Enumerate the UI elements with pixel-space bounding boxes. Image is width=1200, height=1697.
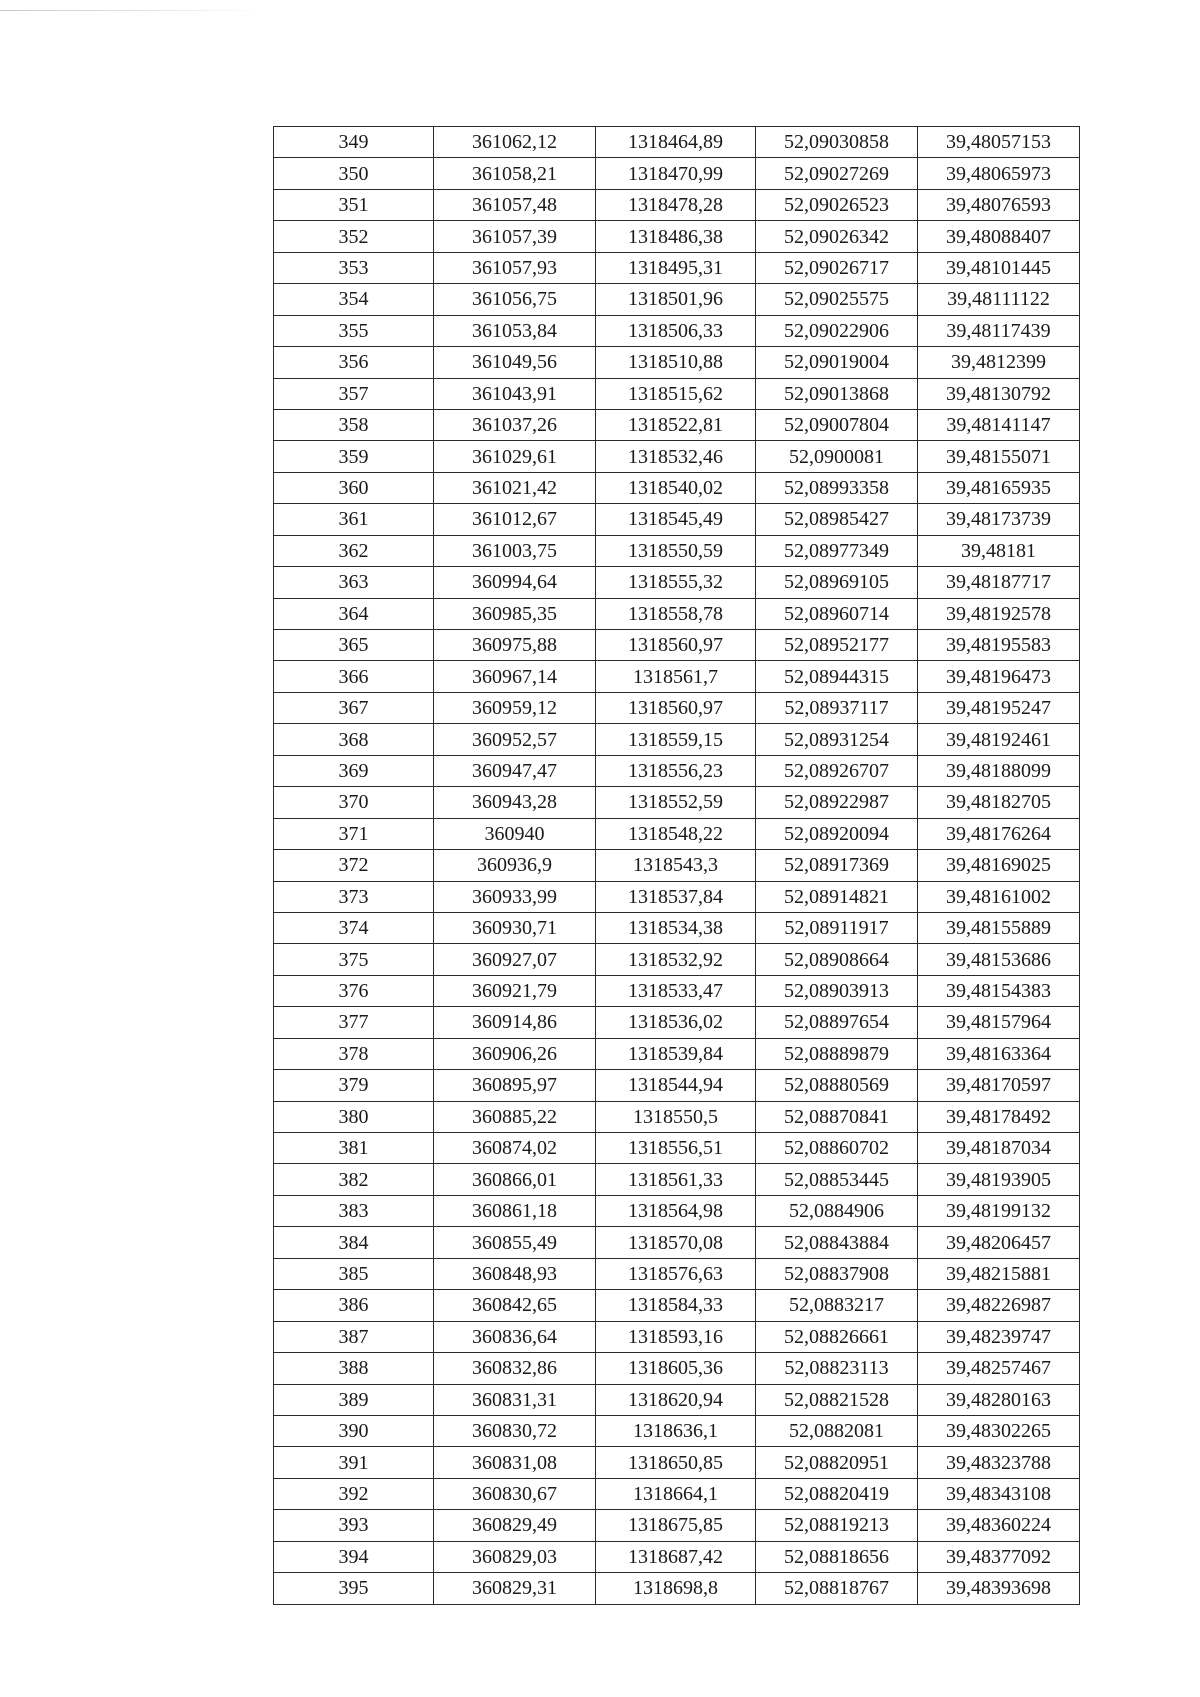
y-coordinate-cell: 1318584,33 (596, 1290, 756, 1321)
latitude-cell: 52,08993358 (756, 472, 918, 503)
table-row (274, 378, 1080, 409)
x-coordinate-cell: 360975,88 (434, 630, 596, 661)
latitude-cell: 52,08920094 (756, 818, 918, 849)
point-number-cell: 382 (274, 1164, 434, 1195)
point-number-cell: 385 (274, 1258, 434, 1289)
y-coordinate-cell: 1318486,38 (596, 221, 756, 252)
latitude-cell: 52,08818767 (756, 1573, 918, 1604)
latitude-cell: 52,09027269 (756, 158, 918, 189)
longitude-cell: 39,48187717 (918, 567, 1080, 598)
point-number-cell: 354 (274, 284, 434, 315)
x-coordinate-cell: 361057,39 (434, 221, 596, 252)
table-row (274, 1290, 1080, 1321)
x-coordinate-cell: 360874,02 (434, 1133, 596, 1164)
table-row (274, 158, 1080, 189)
latitude-cell: 52,08826661 (756, 1321, 918, 1352)
y-coordinate-cell: 1318664,1 (596, 1478, 756, 1509)
longitude-cell: 39,48154383 (918, 975, 1080, 1006)
latitude-cell: 52,08937117 (756, 692, 918, 723)
longitude-cell: 39,48153686 (918, 944, 1080, 975)
x-coordinate-cell: 361012,67 (434, 504, 596, 535)
y-coordinate-cell: 1318536,02 (596, 1007, 756, 1038)
y-coordinate-cell: 1318545,49 (596, 504, 756, 535)
point-number-cell: 378 (274, 1038, 434, 1069)
y-coordinate-cell: 1318550,59 (596, 535, 756, 566)
x-coordinate-cell: 361003,75 (434, 535, 596, 566)
table-row (274, 127, 1080, 158)
point-number-cell: 375 (274, 944, 434, 975)
x-coordinate-cell: 360921,79 (434, 975, 596, 1006)
latitude-cell: 52,08914821 (756, 881, 918, 912)
table-row (274, 221, 1080, 252)
latitude-cell: 52,09025575 (756, 284, 918, 315)
y-coordinate-cell: 1318576,63 (596, 1258, 756, 1289)
longitude-cell: 39,48196473 (918, 661, 1080, 692)
latitude-cell: 52,09026342 (756, 221, 918, 252)
x-coordinate-cell: 361021,42 (434, 472, 596, 503)
longitude-cell: 39,48323788 (918, 1447, 1080, 1478)
table-row (274, 1353, 1080, 1384)
x-coordinate-cell: 360906,26 (434, 1038, 596, 1069)
x-coordinate-cell: 360930,71 (434, 912, 596, 943)
latitude-cell: 52,09019004 (756, 347, 918, 378)
y-coordinate-cell: 1318534,38 (596, 912, 756, 943)
latitude-cell: 52,08819213 (756, 1510, 918, 1541)
y-coordinate-cell: 1318556,51 (596, 1133, 756, 1164)
y-coordinate-cell: 1318506,33 (596, 315, 756, 346)
x-coordinate-cell: 360952,57 (434, 724, 596, 755)
point-number-cell: 372 (274, 850, 434, 881)
latitude-cell: 52,09007804 (756, 409, 918, 440)
longitude-cell: 39,48130792 (918, 378, 1080, 409)
longitude-cell: 39,48101445 (918, 252, 1080, 283)
latitude-cell: 52,08870841 (756, 1101, 918, 1132)
table-row (274, 692, 1080, 723)
longitude-cell: 39,48157964 (918, 1007, 1080, 1038)
longitude-cell: 39,48165935 (918, 472, 1080, 503)
point-number-cell: 377 (274, 1007, 434, 1038)
y-coordinate-cell: 1318515,62 (596, 378, 756, 409)
point-number-cell: 395 (274, 1573, 434, 1604)
table-row (274, 944, 1080, 975)
latitude-cell: 52,08985427 (756, 504, 918, 535)
x-coordinate-cell: 360829,49 (434, 1510, 596, 1541)
point-number-cell: 360 (274, 472, 434, 503)
x-coordinate-cell: 360831,08 (434, 1447, 596, 1478)
x-coordinate-cell: 360914,86 (434, 1007, 596, 1038)
x-coordinate-cell: 361043,91 (434, 378, 596, 409)
latitude-cell: 52,0884906 (756, 1195, 918, 1226)
x-coordinate-cell: 361058,21 (434, 158, 596, 189)
table-row (274, 472, 1080, 503)
y-coordinate-cell: 1318636,1 (596, 1415, 756, 1446)
y-coordinate-cell: 1318540,02 (596, 472, 756, 503)
table-row (274, 567, 1080, 598)
x-coordinate-cell: 360830,67 (434, 1478, 596, 1509)
longitude-cell: 39,48393698 (918, 1573, 1080, 1604)
point-number-cell: 365 (274, 630, 434, 661)
longitude-cell: 39,48195583 (918, 630, 1080, 661)
y-coordinate-cell: 1318558,78 (596, 598, 756, 629)
longitude-cell: 39,48088407 (918, 221, 1080, 252)
table-row (274, 1195, 1080, 1226)
y-coordinate-cell: 1318501,96 (596, 284, 756, 315)
table-row (274, 1164, 1080, 1195)
latitude-cell: 52,08821528 (756, 1384, 918, 1415)
latitude-cell: 52,09030858 (756, 127, 918, 158)
longitude-cell: 39,48117439 (918, 315, 1080, 346)
longitude-cell: 39,48280163 (918, 1384, 1080, 1415)
point-number-cell: 388 (274, 1353, 434, 1384)
latitude-cell: 52,09022906 (756, 315, 918, 346)
y-coordinate-cell: 1318532,46 (596, 441, 756, 472)
y-coordinate-cell: 1318561,33 (596, 1164, 756, 1195)
point-number-cell: 373 (274, 881, 434, 912)
longitude-cell: 39,48257467 (918, 1353, 1080, 1384)
latitude-cell: 52,09026523 (756, 189, 918, 220)
x-coordinate-cell: 360836,64 (434, 1321, 596, 1352)
coordinates-table (273, 126, 1080, 1605)
longitude-cell: 39,48155889 (918, 912, 1080, 943)
point-number-cell: 351 (274, 189, 434, 220)
latitude-cell: 52,08823113 (756, 1353, 918, 1384)
table-row (274, 661, 1080, 692)
y-coordinate-cell: 1318570,08 (596, 1227, 756, 1258)
y-coordinate-cell: 1318555,32 (596, 567, 756, 598)
point-number-cell: 387 (274, 1321, 434, 1352)
point-number-cell: 376 (274, 975, 434, 1006)
longitude-cell: 39,48226987 (918, 1290, 1080, 1321)
y-coordinate-cell: 1318560,97 (596, 630, 756, 661)
latitude-cell: 52,09013868 (756, 378, 918, 409)
latitude-cell: 52,08903913 (756, 975, 918, 1006)
x-coordinate-cell: 360885,22 (434, 1101, 596, 1132)
table-row (274, 1384, 1080, 1415)
longitude-cell: 39,48215881 (918, 1258, 1080, 1289)
x-coordinate-cell: 360848,93 (434, 1258, 596, 1289)
y-coordinate-cell: 1318543,3 (596, 850, 756, 881)
point-number-cell: 369 (274, 755, 434, 786)
table-row (274, 912, 1080, 943)
point-number-cell: 383 (274, 1195, 434, 1226)
x-coordinate-cell: 360866,01 (434, 1164, 596, 1195)
scan-artifact (0, 10, 260, 11)
x-coordinate-cell: 361029,61 (434, 441, 596, 472)
x-coordinate-cell: 360830,72 (434, 1415, 596, 1446)
x-coordinate-cell: 360842,65 (434, 1290, 596, 1321)
point-number-cell: 394 (274, 1541, 434, 1572)
point-number-cell: 362 (274, 535, 434, 566)
y-coordinate-cell: 1318464,89 (596, 127, 756, 158)
longitude-cell: 39,48377092 (918, 1541, 1080, 1572)
latitude-cell: 52,08917369 (756, 850, 918, 881)
x-coordinate-cell: 360832,86 (434, 1353, 596, 1384)
latitude-cell: 52,08952177 (756, 630, 918, 661)
table-row (274, 189, 1080, 220)
point-number-cell: 371 (274, 818, 434, 849)
longitude-cell: 39,48057153 (918, 127, 1080, 158)
y-coordinate-cell: 1318548,22 (596, 818, 756, 849)
table-row (274, 1133, 1080, 1164)
y-coordinate-cell: 1318544,94 (596, 1070, 756, 1101)
x-coordinate-cell: 360927,07 (434, 944, 596, 975)
point-number-cell: 389 (274, 1384, 434, 1415)
longitude-cell: 39,4812399 (918, 347, 1080, 378)
y-coordinate-cell: 1318561,7 (596, 661, 756, 692)
point-number-cell: 357 (274, 378, 434, 409)
latitude-cell: 52,08926707 (756, 755, 918, 786)
table-row (274, 881, 1080, 912)
latitude-cell: 52,0883217 (756, 1290, 918, 1321)
x-coordinate-cell: 360959,12 (434, 692, 596, 723)
longitude-cell: 39,48239747 (918, 1321, 1080, 1352)
longitude-cell: 39,48195247 (918, 692, 1080, 723)
longitude-cell: 39,48206457 (918, 1227, 1080, 1258)
table-row (274, 441, 1080, 472)
longitude-cell: 39,48182705 (918, 787, 1080, 818)
table-row (274, 787, 1080, 818)
latitude-cell: 52,08908664 (756, 944, 918, 975)
y-coordinate-cell: 1318675,85 (596, 1510, 756, 1541)
y-coordinate-cell: 1318470,99 (596, 158, 756, 189)
longitude-cell: 39,48155071 (918, 441, 1080, 472)
latitude-cell: 52,08853445 (756, 1164, 918, 1195)
longitude-cell: 39,48161002 (918, 881, 1080, 912)
y-coordinate-cell: 1318550,5 (596, 1101, 756, 1132)
point-number-cell: 361 (274, 504, 434, 535)
point-number-cell: 374 (274, 912, 434, 943)
table-row (274, 818, 1080, 849)
point-number-cell: 379 (274, 1070, 434, 1101)
point-number-cell: 350 (274, 158, 434, 189)
point-number-cell: 358 (274, 409, 434, 440)
point-number-cell: 367 (274, 692, 434, 723)
longitude-cell: 39,48181 (918, 535, 1080, 566)
y-coordinate-cell: 1318552,59 (596, 787, 756, 818)
x-coordinate-cell: 360967,14 (434, 661, 596, 692)
x-coordinate-cell: 360994,64 (434, 567, 596, 598)
latitude-cell: 52,08880569 (756, 1070, 918, 1101)
table-row (274, 252, 1080, 283)
longitude-cell: 39,48188099 (918, 755, 1080, 786)
y-coordinate-cell: 1318620,94 (596, 1384, 756, 1415)
table-row (274, 630, 1080, 661)
point-number-cell: 355 (274, 315, 434, 346)
x-coordinate-cell: 361053,84 (434, 315, 596, 346)
x-coordinate-cell: 360829,31 (434, 1573, 596, 1604)
y-coordinate-cell: 1318593,16 (596, 1321, 756, 1352)
longitude-cell: 39,48192578 (918, 598, 1080, 629)
y-coordinate-cell: 1318533,47 (596, 975, 756, 1006)
x-coordinate-cell: 360947,47 (434, 755, 596, 786)
x-coordinate-cell: 360855,49 (434, 1227, 596, 1258)
y-coordinate-cell: 1318650,85 (596, 1447, 756, 1478)
table-row (274, 1101, 1080, 1132)
point-number-cell: 390 (274, 1415, 434, 1446)
table-row (274, 850, 1080, 881)
point-number-cell: 363 (274, 567, 434, 598)
latitude-cell: 52,08837908 (756, 1258, 918, 1289)
longitude-cell: 39,48187034 (918, 1133, 1080, 1164)
x-coordinate-cell: 360940 (434, 818, 596, 849)
x-coordinate-cell: 361062,12 (434, 127, 596, 158)
latitude-cell: 52,08843884 (756, 1227, 918, 1258)
latitude-cell: 52,0900081 (756, 441, 918, 472)
longitude-cell: 39,48343108 (918, 1478, 1080, 1509)
x-coordinate-cell: 360831,31 (434, 1384, 596, 1415)
table-row (274, 1007, 1080, 1038)
y-coordinate-cell: 1318564,98 (596, 1195, 756, 1226)
point-number-cell: 391 (274, 1447, 434, 1478)
latitude-cell: 52,08818656 (756, 1541, 918, 1572)
longitude-cell: 39,48141147 (918, 409, 1080, 440)
x-coordinate-cell: 360895,97 (434, 1070, 596, 1101)
table-row (274, 1227, 1080, 1258)
table-row (274, 1478, 1080, 1509)
longitude-cell: 39,48111122 (918, 284, 1080, 315)
table-row (274, 755, 1080, 786)
table-row (274, 975, 1080, 1006)
latitude-cell: 52,0882081 (756, 1415, 918, 1446)
x-coordinate-cell: 360861,18 (434, 1195, 596, 1226)
x-coordinate-cell: 361049,56 (434, 347, 596, 378)
longitude-cell: 39,48199132 (918, 1195, 1080, 1226)
latitude-cell: 52,08931254 (756, 724, 918, 755)
point-number-cell: 381 (274, 1133, 434, 1164)
table-row (274, 1510, 1080, 1541)
latitude-cell: 52,08889879 (756, 1038, 918, 1069)
table-row (274, 1038, 1080, 1069)
y-coordinate-cell: 1318605,36 (596, 1353, 756, 1384)
table-row (274, 347, 1080, 378)
point-number-cell: 393 (274, 1510, 434, 1541)
longitude-cell: 39,48178492 (918, 1101, 1080, 1132)
latitude-cell: 52,08944315 (756, 661, 918, 692)
x-coordinate-cell: 361057,93 (434, 252, 596, 283)
x-coordinate-cell: 361056,75 (434, 284, 596, 315)
table-row (274, 504, 1080, 535)
latitude-cell: 52,08977349 (756, 535, 918, 566)
longitude-cell: 39,48076593 (918, 189, 1080, 220)
point-number-cell: 366 (274, 661, 434, 692)
longitude-cell: 39,48176264 (918, 818, 1080, 849)
x-coordinate-cell: 361037,26 (434, 409, 596, 440)
x-coordinate-cell: 360943,28 (434, 787, 596, 818)
x-coordinate-cell: 361057,48 (434, 189, 596, 220)
y-coordinate-cell: 1318556,23 (596, 755, 756, 786)
latitude-cell: 52,08960714 (756, 598, 918, 629)
table-row (274, 1415, 1080, 1446)
table-row (274, 1573, 1080, 1604)
point-number-cell: 368 (274, 724, 434, 755)
table-row (274, 535, 1080, 566)
longitude-cell: 39,48302265 (918, 1415, 1080, 1446)
table-row (274, 598, 1080, 629)
point-number-cell: 364 (274, 598, 434, 629)
y-coordinate-cell: 1318510,88 (596, 347, 756, 378)
longitude-cell: 39,48163364 (918, 1038, 1080, 1069)
latitude-cell: 52,08860702 (756, 1133, 918, 1164)
y-coordinate-cell: 1318478,28 (596, 189, 756, 220)
latitude-cell: 52,09026717 (756, 252, 918, 283)
longitude-cell: 39,48169025 (918, 850, 1080, 881)
longitude-cell: 39,48360224 (918, 1510, 1080, 1541)
point-number-cell: 392 (274, 1478, 434, 1509)
table-row (274, 284, 1080, 315)
table-row (274, 724, 1080, 755)
point-number-cell: 359 (274, 441, 434, 472)
y-coordinate-cell: 1318539,84 (596, 1038, 756, 1069)
point-number-cell: 386 (274, 1290, 434, 1321)
latitude-cell: 52,08897654 (756, 1007, 918, 1038)
y-coordinate-cell: 1318522,81 (596, 409, 756, 440)
table-row (274, 1070, 1080, 1101)
longitude-cell: 39,48173739 (918, 504, 1080, 535)
table-row (274, 1541, 1080, 1572)
longitude-cell: 39,48065973 (918, 158, 1080, 189)
table-row (274, 1321, 1080, 1352)
longitude-cell: 39,48192461 (918, 724, 1080, 755)
table-row (274, 1258, 1080, 1289)
y-coordinate-cell: 1318687,42 (596, 1541, 756, 1572)
table-row (274, 1447, 1080, 1478)
x-coordinate-cell: 360985,35 (434, 598, 596, 629)
y-coordinate-cell: 1318495,31 (596, 252, 756, 283)
point-number-cell: 352 (274, 221, 434, 252)
y-coordinate-cell: 1318559,15 (596, 724, 756, 755)
latitude-cell: 52,08820419 (756, 1478, 918, 1509)
latitude-cell: 52,08820951 (756, 1447, 918, 1478)
point-number-cell: 370 (274, 787, 434, 818)
latitude-cell: 52,08911917 (756, 912, 918, 943)
latitude-cell: 52,08969105 (756, 567, 918, 598)
y-coordinate-cell: 1318698,8 (596, 1573, 756, 1604)
coordinates-table-body (274, 127, 1080, 1605)
x-coordinate-cell: 360936,9 (434, 850, 596, 881)
longitude-cell: 39,48193905 (918, 1164, 1080, 1195)
y-coordinate-cell: 1318537,84 (596, 881, 756, 912)
point-number-cell: 356 (274, 347, 434, 378)
y-coordinate-cell: 1318560,97 (596, 692, 756, 723)
table-row (274, 409, 1080, 440)
point-number-cell: 349 (274, 127, 434, 158)
x-coordinate-cell: 360933,99 (434, 881, 596, 912)
longitude-cell: 39,48170597 (918, 1070, 1080, 1101)
point-number-cell: 380 (274, 1101, 434, 1132)
latitude-cell: 52,08922987 (756, 787, 918, 818)
x-coordinate-cell: 360829,03 (434, 1541, 596, 1572)
table-row (274, 315, 1080, 346)
point-number-cell: 384 (274, 1227, 434, 1258)
point-number-cell: 353 (274, 252, 434, 283)
y-coordinate-cell: 1318532,92 (596, 944, 756, 975)
